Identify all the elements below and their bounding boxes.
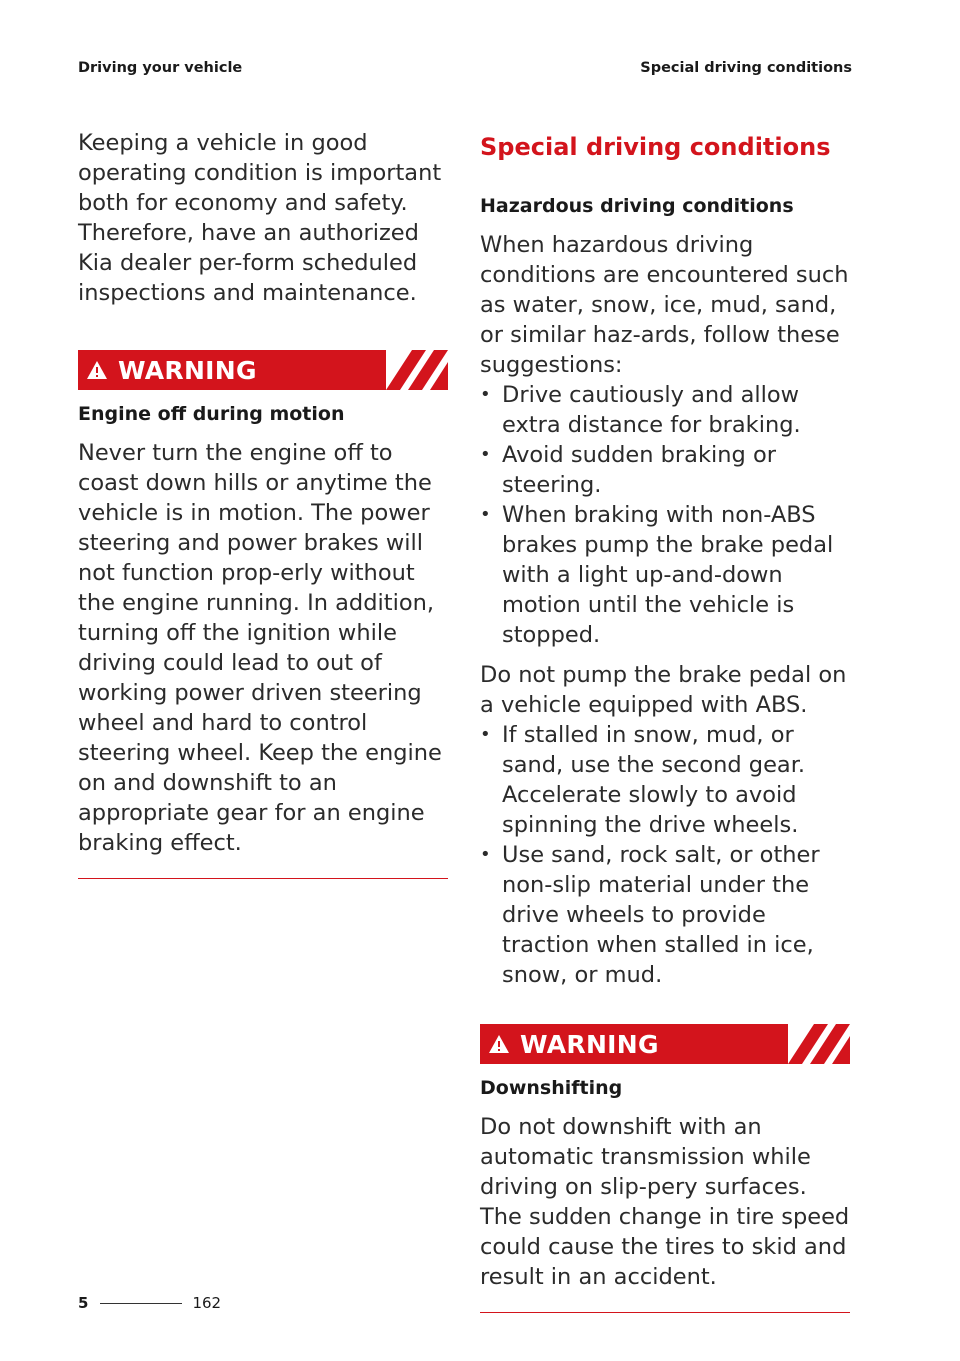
chapter-number: 5 [78, 1294, 89, 1312]
abs-paragraph: Do not pump the brake pedal on a vehicle equipped with ABS. [480, 662, 847, 718]
warning-banner [480, 1024, 850, 1064]
list-item: • When braking with non-ABS brakes pump the brake pedal with a light up-and-down motion until the vehicle is stopped. [480, 500, 850, 650]
left-column [78, 128, 448, 879]
hazard-suggestions-list [480, 380, 850, 650]
page-number: 162 [192, 1294, 222, 1312]
warning-end-rule [78, 878, 448, 879]
list-item: • Use sand, rock salt, or other non-slip material under the drive wheels to provide traction when stalled in ice, snow, or mud. [480, 840, 850, 990]
warning-text: Never turn the engine off to coast down hills or anytime the vehicle is in motion. The power steering and power brakes will not function prop-erly without the engine running. In addition, turning off the ignition while driving could lead to out of working power driven steering wheel and hard to control steering wheel. Keep the engine on and downshift to an appropriate gear for an engine braking effect. [78, 440, 442, 856]
warning-triangle-icon [488, 1034, 510, 1054]
warning-label: WARNING [520, 1029, 659, 1059]
hazard-intro-paragraph: When hazardous driving conditions are encountered such as water, snow, ice, mud, sand, or similar haz-ards, follow these suggestions: [480, 232, 849, 378]
section-title: Special driving conditions [480, 133, 831, 161]
footer-rule [100, 1303, 182, 1304]
warning-end-rule [480, 1312, 850, 1313]
running-header-left: Driving your vehicle [78, 60, 243, 76]
subsection-heading: Hazardous driving conditions [480, 195, 794, 217]
list-item: • If stalled in snow, mud, or sand, use the second gear. Accelerate slowly to avoid spinning the drive wheels. [480, 720, 850, 840]
page-footer [78, 1294, 221, 1312]
warning-title: Engine off during motion [78, 403, 345, 425]
warning-label: WARNING [118, 355, 257, 385]
running-header-right: Special driving conditions [640, 60, 852, 76]
warning-title: Downshifting [480, 1077, 623, 1099]
warning-triangle-icon [86, 360, 108, 380]
right-column [480, 128, 850, 1313]
list-item: • Avoid sudden braking or steering. [480, 440, 850, 500]
warning-slashes-decoration [788, 1024, 850, 1064]
stalled-suggestions-list [480, 720, 850, 990]
warning-slashes-decoration [386, 350, 448, 390]
intro-paragraph: Keeping a vehicle in good operating condition is important both for economy and safety. Therefore, have an authorized Kia dealer per-form scheduled inspections and maintenance. [78, 130, 442, 306]
list-item: • Drive cautiously and allow extra distance for braking. [480, 380, 850, 440]
warning-text: Do not downshift with an automatic transmission while driving on slip-pery surfaces. The sudden change in tire speed could cause the tires to skid and result in an accident. [480, 1114, 850, 1290]
warning-banner [78, 350, 448, 390]
